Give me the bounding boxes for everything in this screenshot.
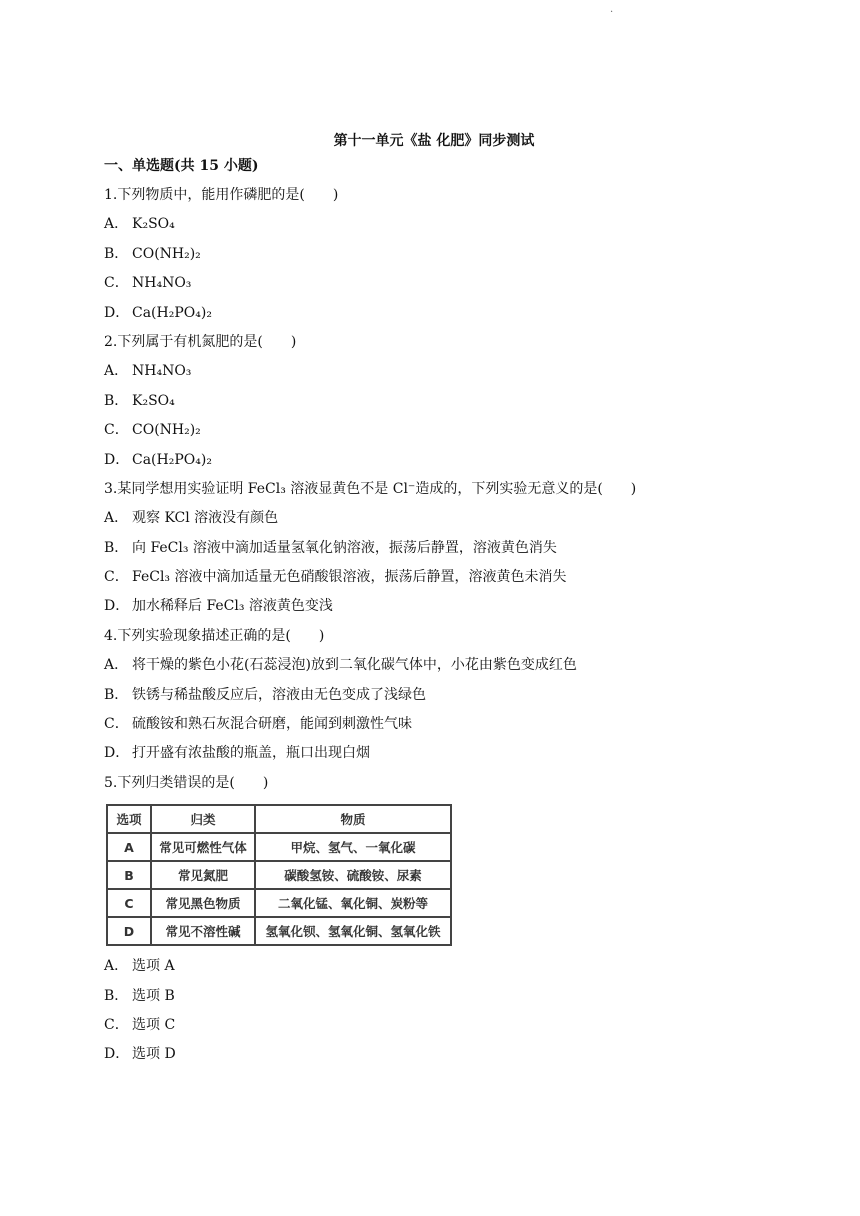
answer-option [104, 210, 764, 239]
option-letter: A． [104, 216, 129, 233]
option-letter: B． [104, 987, 129, 1004]
option-text: 将干燥的紫色小花(石蕊浸泡)放到二氧化碳气体中，小花由紫色变成红色 [132, 657, 577, 674]
table-header-row [107, 805, 451, 833]
option-text: CO(NH₂)₂ [132, 422, 201, 439]
option-letter: C． [104, 569, 129, 586]
option-letter: D． [104, 1046, 130, 1063]
table-cell: 氢氧化钡、氢氧化铜、氢氧化铁 [255, 917, 451, 945]
answer-option [104, 952, 764, 981]
option-text: CO(NH₂)₂ [132, 245, 201, 262]
table-cell: 常见可燃性气体 [151, 833, 255, 861]
answer-option [104, 710, 764, 739]
option-text: K₂SO₄ [132, 216, 175, 233]
option-text: 观察 KCl 溶液没有颜色 [132, 510, 279, 527]
answer-option [104, 1011, 764, 1040]
table-cell: D [107, 917, 151, 945]
table-header-cell: 选项 [107, 805, 151, 833]
option-letter: A． [104, 363, 129, 380]
option-text: 选项 D [132, 1046, 176, 1063]
option-text: 选项 C [132, 1016, 176, 1033]
classification-table [106, 804, 452, 946]
option-text: NH₄NO₃ [132, 363, 192, 380]
option-letter: A． [104, 958, 129, 975]
answer-option [104, 240, 764, 269]
option-letter: B． [104, 392, 129, 409]
table-header-cell: 归类 [151, 805, 255, 833]
option-text: K₂SO₄ [132, 392, 175, 409]
answer-option [104, 1040, 764, 1069]
answer-option [104, 416, 764, 445]
answer-option [104, 681, 764, 710]
table-cell: 常见黑色物质 [151, 889, 255, 917]
option-letter: B． [104, 539, 129, 556]
answer-option [104, 592, 764, 621]
document-page [104, 130, 764, 1070]
option-text: NH₄NO₃ [132, 275, 192, 292]
answer-option [104, 446, 764, 475]
table-row [107, 889, 451, 917]
option-text: 铁锈与稀盐酸反应后，溶液由无色变成了浅绿色 [132, 686, 426, 703]
answer-option [104, 299, 764, 328]
option-letter: D． [104, 451, 130, 468]
question-stem: 3.某同学想用实验证明 FeCl₃ 溶液显黄色不是 Cl⁻造成的，下列实验无意义的是( ) [104, 480, 637, 497]
corner-mark: . [610, 4, 614, 15]
table-row [107, 917, 451, 945]
option-letter: B． [104, 686, 129, 703]
option-text: 打开盛有浓盐酸的瓶盖，瓶口出现白烟 [132, 745, 370, 762]
option-text: 硫酸铵和熟石灰混合研磨，能闻到刺激性气味 [132, 716, 412, 733]
table-cell: C [107, 889, 151, 917]
table-cell: A [107, 833, 151, 861]
table-cell: 常见不溶性碱 [151, 917, 255, 945]
answer-option [104, 534, 764, 563]
option-letter: D． [104, 304, 130, 321]
option-text: 向 FeCl₃ 溶液中滴加适量氢氧化钠溶液，振荡后静置，溶液黄色消失 [132, 539, 557, 556]
option-letter: A． [104, 510, 129, 527]
question-stem: 2.下列属于有机氮肥的是( ) [104, 333, 297, 350]
answer-option [104, 651, 764, 680]
section-heading: 一、单选题(共 15 小题) [104, 158, 259, 174]
table-cell: 二氧化锰、氧化铜、炭粉等 [255, 889, 451, 917]
option-letter: D． [104, 598, 130, 615]
answer-option [104, 269, 764, 298]
option-letter: C． [104, 275, 129, 292]
option-text: 选项 A [132, 958, 175, 975]
option-letter: C． [104, 1016, 129, 1033]
table-cell: 常见氮肥 [151, 861, 255, 889]
table-row [107, 861, 451, 889]
question-stem: 5.下列归类错误的是( ) [104, 774, 269, 791]
option-letter: B． [104, 245, 129, 262]
option-text: Ca(H₂PO₄)₂ [132, 304, 212, 321]
table-cell: B [107, 861, 151, 889]
answer-option [104, 563, 764, 592]
answer-option [104, 982, 764, 1011]
table-cell: 甲烷、氢气、一氧化碳 [255, 833, 451, 861]
question-stem: 1.下列物质中，能用作磷肥的是( ) [104, 187, 339, 203]
table-header-cell: 物质 [255, 805, 451, 833]
option-letter: A． [104, 657, 129, 674]
question-stem: 4.下列实验现象描述正确的是( ) [104, 627, 325, 644]
question-list [104, 181, 764, 1070]
option-letter: C． [104, 716, 129, 733]
option-text: 加水稀释后 FeCl₃ 溶液黄色变浅 [132, 598, 333, 615]
option-letter: C． [104, 422, 129, 439]
option-text: 选项 B [132, 987, 175, 1004]
table-cell: 碳酸氢铵、硫酸铵、尿素 [255, 861, 451, 889]
option-letter: D． [104, 745, 130, 762]
table-row [107, 833, 451, 861]
answer-option [104, 739, 764, 768]
option-text: Ca(H₂PO₄)₂ [132, 451, 212, 468]
option-text: FeCl₃ 溶液中滴加适量无色硝酸银溶液，振荡后静置，溶液黄色未消失 [132, 569, 567, 586]
page-title: 第十一单元《盐 化肥》同步测试 [333, 133, 535, 149]
answer-option [104, 504, 764, 533]
answer-option [104, 387, 764, 416]
answer-option [104, 357, 764, 386]
